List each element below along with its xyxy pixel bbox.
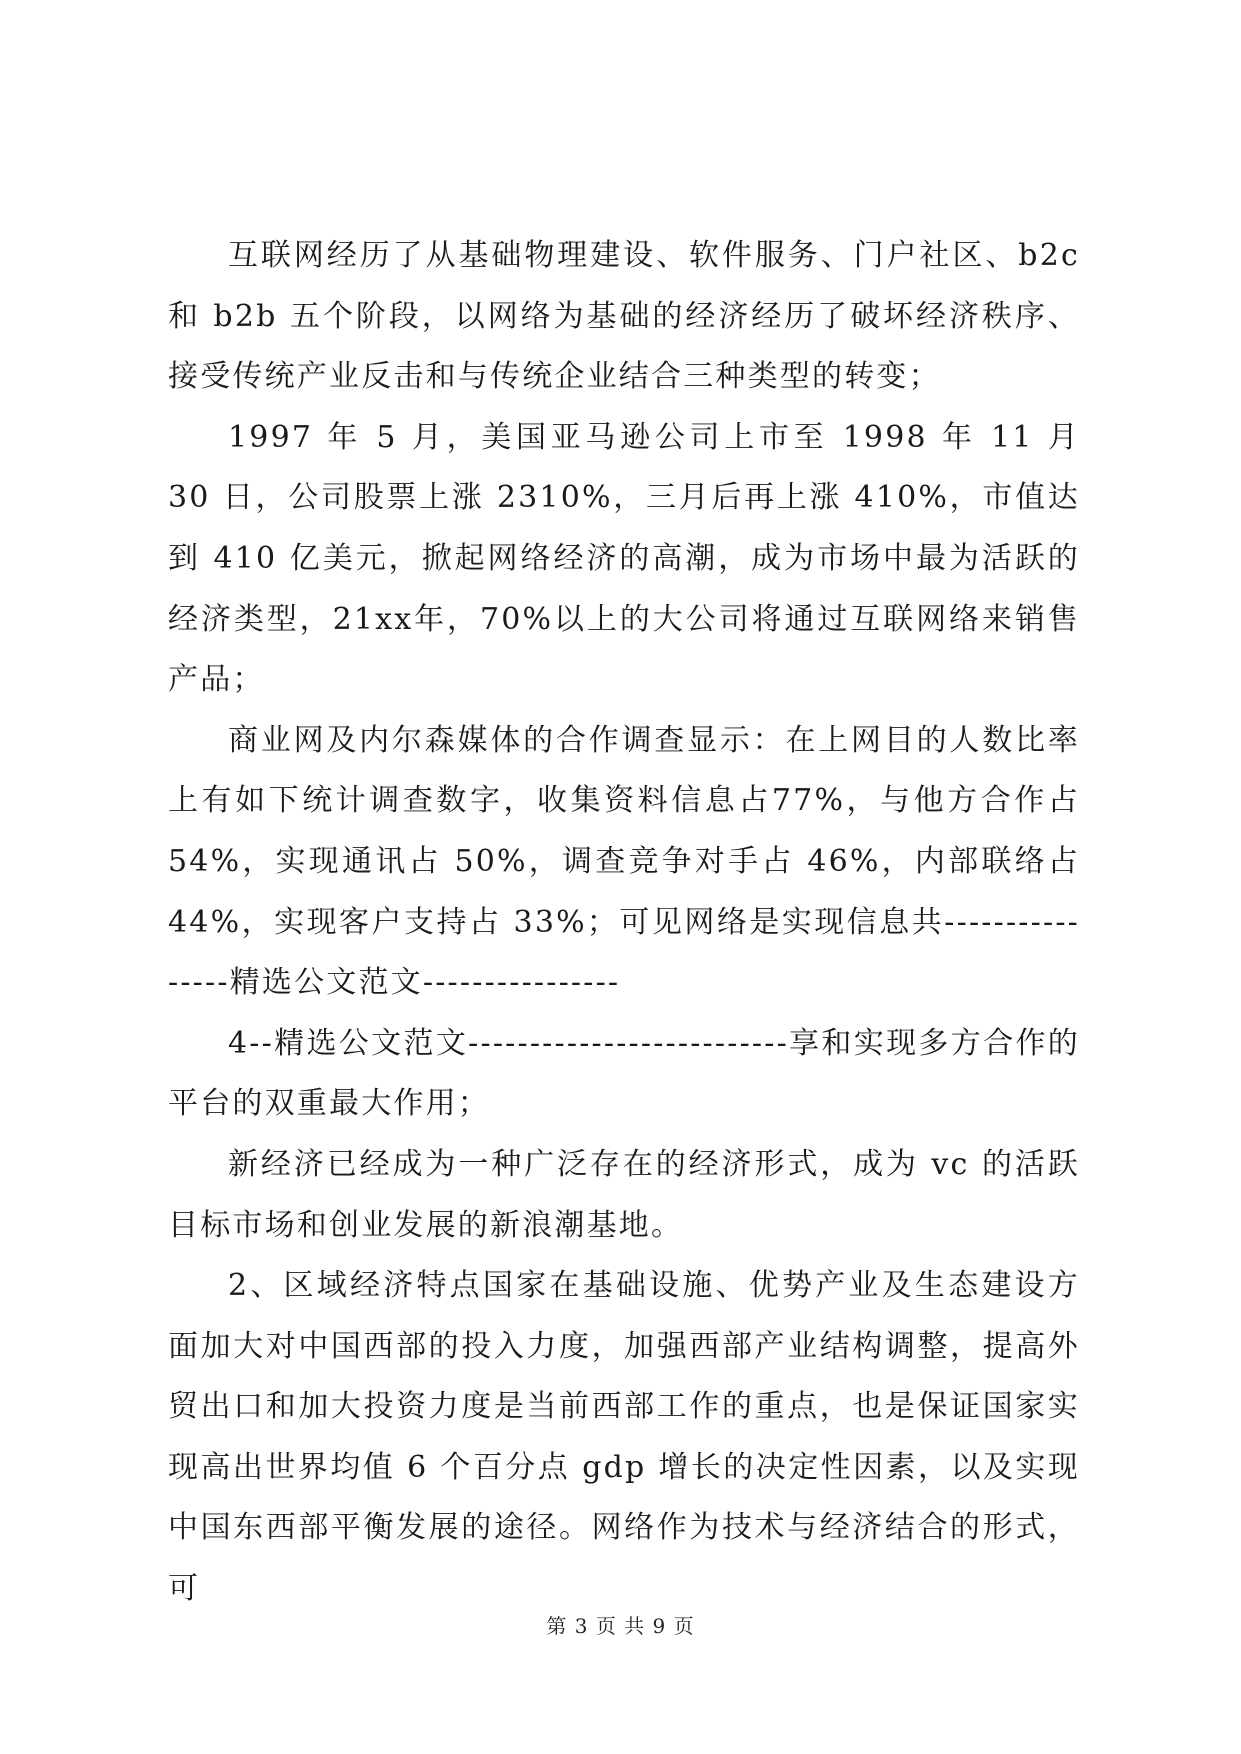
paragraph-6: 2、区域经济特点国家在基础设施、优势产业及生态建设方面加大对中国西部的投入力度，加强西部产业结构调整，提高外贸出口和加大投资力度是当前西部工作的重点，也是保证国家实现高出世界均值 6 个百分点 gdp 增长的决定性因素，以及实现中国东西部平衡发展的途径。网络作为技术与经济结合的形式，可 [168,1268,1080,1607]
paragraph-2: 1997 年 5 月，美国亚马逊公司上市至 1998 年 11 月 30 日，公司股票上涨 2310%，三月后再上涨 410%，市值达到 410 亿美元，掀起网络经济的高潮，成为市场中最为活跃的经济类型，21xx年，70%以上的大公司将通过互联网络来销售产品； [168,419,1080,698]
paragraph-5: 新经济已经成为一种广泛存在的经济形式，成为 vc 的活跃目标市场和创业发展的新浪潮基地。 [168,1146,1080,1243]
paragraph-3: 商业网及内尔森媒体的合作调查显示：在上网目的人数比率上有如下统计调查数字，收集资料信息占77%，与他方合作占54%，实现通讯占 50%，调查竞争对手占 46%，内部联络占 44%，实现客户支持占 33%；可见网络是实现信息共----------------精选公文范文---------------- [168,722,1080,1001]
paragraph-1: 互联网经历了从基础物理建设、软件服务、门户社区、b2c和 b2b 五个阶段，以网络为基础的经济经历了破坏经济秩序、接受传统产业反击和与传统企业结合三种类型的转变； [168,238,1080,395]
page-footer: 第 3 页 共 9 页 [546,1614,695,1638]
paragraph-4: 4--精选公文范文--------------------------享和实现多方合作的平台的双重最大作用； [168,1025,1080,1122]
body-text [168,226,1080,1620]
